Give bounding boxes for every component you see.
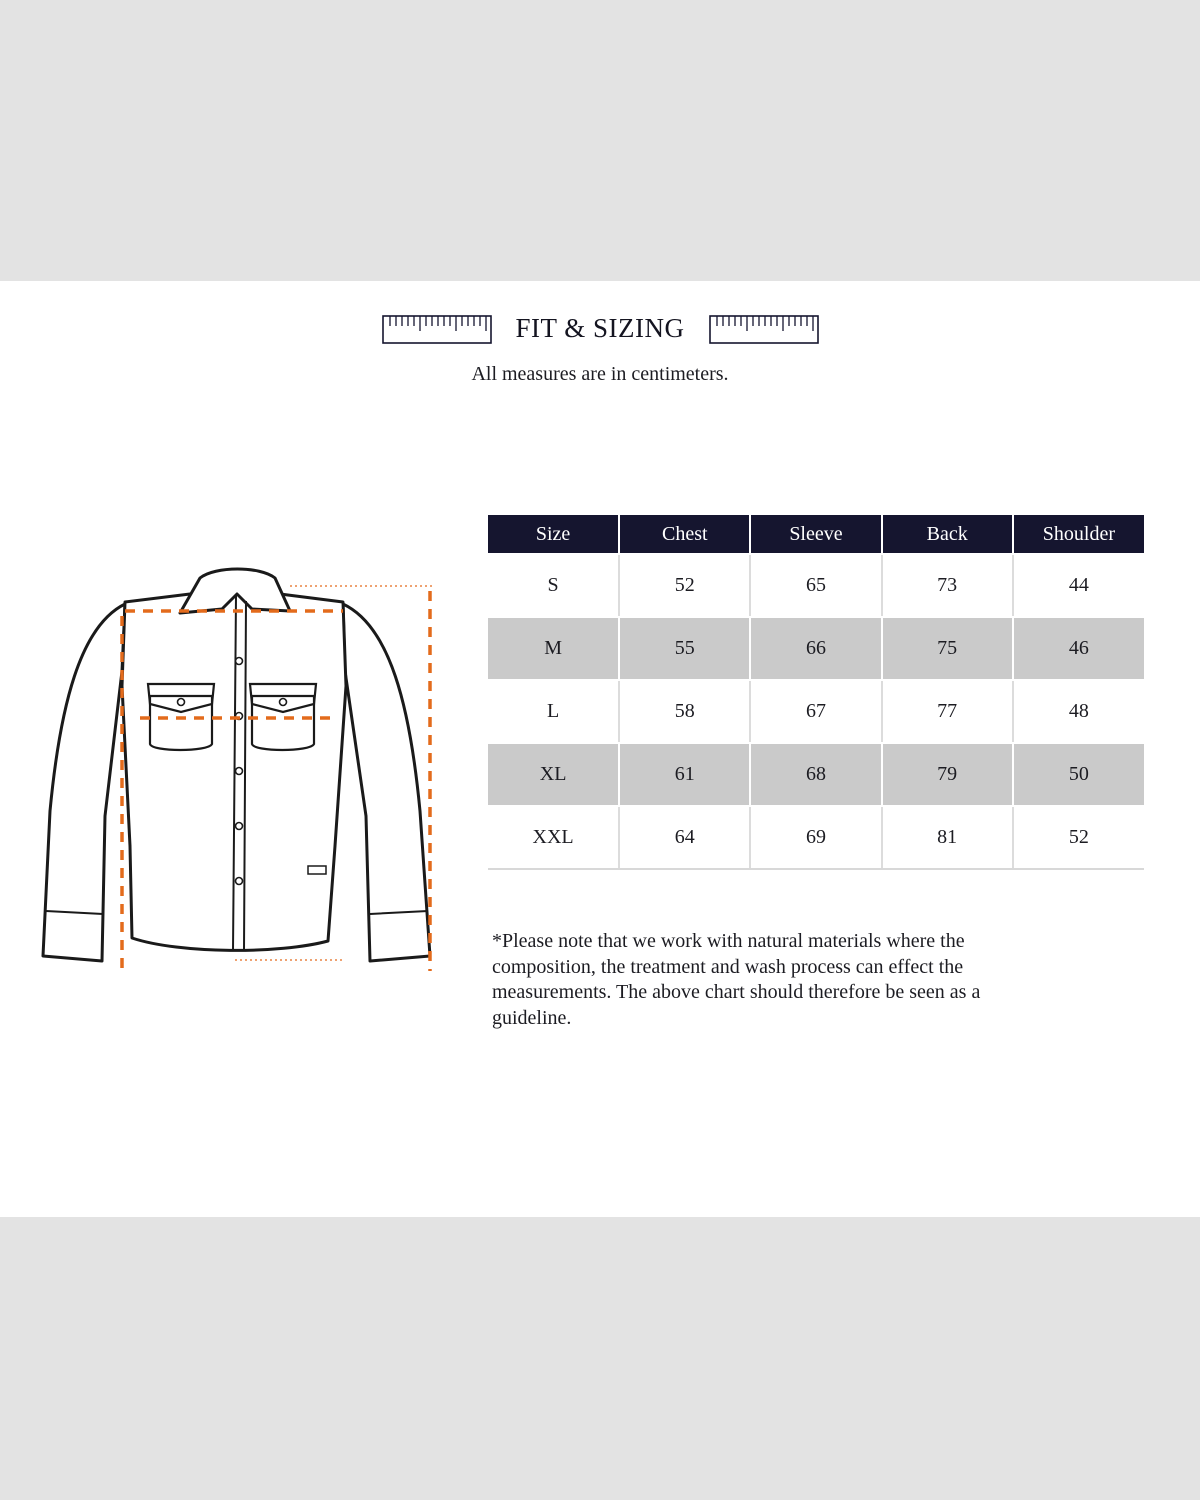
column-header-shoulder: Shoulder bbox=[1013, 515, 1144, 554]
table-cell: 48 bbox=[1013, 680, 1144, 743]
table-cell: 64 bbox=[619, 806, 750, 869]
column-header-chest: Chest bbox=[619, 515, 750, 554]
size-chart-table bbox=[488, 515, 1144, 870]
table-cell: 69 bbox=[750, 806, 881, 869]
table-cell: L bbox=[488, 680, 619, 743]
table-cell: 46 bbox=[1013, 617, 1144, 680]
disclaimer-note: *Please note that we work with natural materials where the composition, the treatment and wash process can effect the measurements. The above chart should therefore be seen as a guideline. bbox=[492, 930, 981, 1029]
table-row bbox=[488, 743, 1144, 806]
table-cell: XXL bbox=[488, 806, 619, 869]
table-row bbox=[488, 806, 1144, 869]
table-row bbox=[488, 554, 1144, 617]
table-cell: 75 bbox=[882, 617, 1013, 680]
table-header-row bbox=[488, 515, 1144, 554]
ruler-icon bbox=[382, 315, 492, 345]
title-row bbox=[0, 311, 1200, 351]
table-cell: 65 bbox=[750, 554, 881, 617]
shirt-measurement-illustration bbox=[40, 566, 450, 981]
page-title: FIT & SIZING bbox=[515, 313, 685, 343]
size-guide-panel bbox=[0, 281, 1200, 1217]
table-cell: 81 bbox=[882, 806, 1013, 869]
table-cell: 61 bbox=[619, 743, 750, 806]
table-cell: 52 bbox=[1013, 806, 1144, 869]
column-header-size: Size bbox=[488, 515, 619, 554]
table-row bbox=[488, 617, 1144, 680]
table-cell: 73 bbox=[882, 554, 1013, 617]
table-cell: 77 bbox=[882, 680, 1013, 743]
table-cell: 50 bbox=[1013, 743, 1144, 806]
table-cell: 67 bbox=[750, 680, 881, 743]
ruler-icon bbox=[709, 315, 819, 345]
table-row bbox=[488, 680, 1144, 743]
column-header-back: Back bbox=[882, 515, 1013, 554]
table-cell: 44 bbox=[1013, 554, 1144, 617]
subtitle: All measures are in centimeters. bbox=[471, 363, 729, 385]
table-cell: 66 bbox=[750, 617, 881, 680]
table-cell: S bbox=[488, 554, 619, 617]
table-cell: 55 bbox=[619, 617, 750, 680]
table-cell: 79 bbox=[882, 743, 1013, 806]
table-cell: XL bbox=[488, 743, 619, 806]
table-cell: 52 bbox=[619, 554, 750, 617]
column-header-sleeve: Sleeve bbox=[750, 515, 881, 554]
table-cell: 58 bbox=[619, 680, 750, 743]
table-cell: 68 bbox=[750, 743, 881, 806]
table-cell: M bbox=[488, 617, 619, 680]
